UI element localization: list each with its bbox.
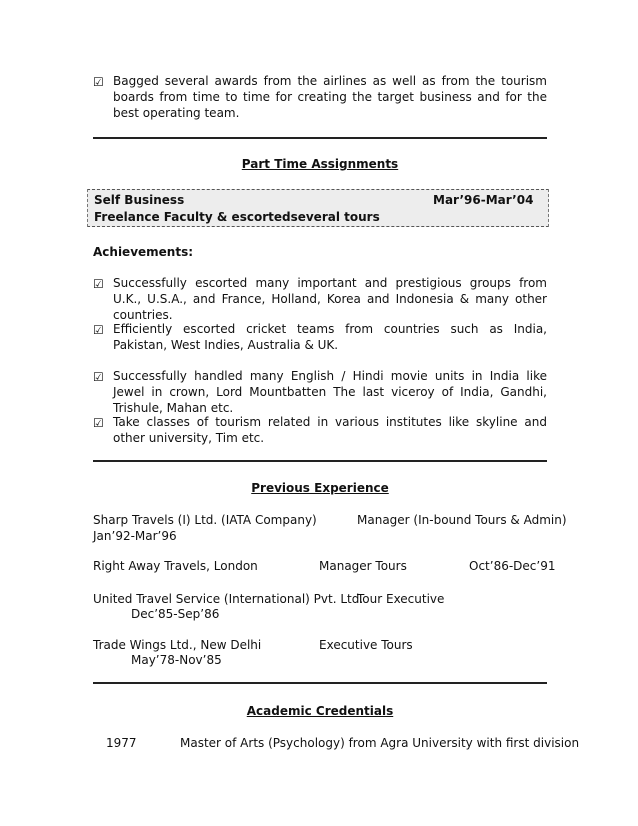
academic-year: 1977 bbox=[106, 736, 137, 750]
job-role: Tour Executive bbox=[357, 592, 445, 606]
intro-bullet bbox=[93, 73, 547, 121]
achievement-item bbox=[93, 368, 547, 416]
self-business-role-part-b: several tours bbox=[290, 210, 380, 224]
job-company: United Travel Service (International) Pvt. Ltd. bbox=[93, 592, 364, 606]
job-period: Oct’86-Dec’91 bbox=[469, 559, 556, 573]
section-divider bbox=[93, 137, 547, 139]
checkbox-checked-icon: ☑ bbox=[93, 323, 104, 337]
job-period: May’78-Nov’85 bbox=[131, 653, 222, 667]
achievement-item bbox=[93, 414, 547, 446]
job-period: Jan’92-Mar’96 bbox=[93, 529, 177, 543]
checkbox-checked-icon: ☑ bbox=[93, 370, 104, 384]
achievement-text: Successfully handled many English / Hindi movie units in India like Jewel in crown, Lord Mountbatten The last viceroy of India, Gandhi, Trishule, Mahan etc. bbox=[113, 369, 547, 415]
job-company: Sharp Travels (I) Ltd. (IATA Company) bbox=[93, 513, 317, 527]
part-time-heading: Part Time Assignments bbox=[241, 157, 399, 171]
previous-experience-heading: Previous Experience bbox=[251, 481, 389, 495]
achievements-label: Achievements: bbox=[93, 245, 194, 259]
intro-bullet-text: Bagged several awards from the airlines as well as from the tourism boards from time to time for creating the target business and for the best operating team. bbox=[113, 74, 547, 120]
checkbox-checked-icon: ☑ bbox=[93, 75, 104, 89]
achievement-text: Efficiently escorted cricket teams from countries such as India, Pakistan, West Indies, Australia & UK. bbox=[113, 322, 547, 352]
achievement-item bbox=[93, 321, 547, 353]
job-period: Dec’85-Sep’86 bbox=[131, 607, 220, 621]
checkbox-checked-icon: ☑ bbox=[93, 277, 104, 291]
self-business-company: Self Business bbox=[94, 193, 185, 207]
checkbox-checked-icon: ☑ bbox=[93, 416, 104, 430]
achievement-item bbox=[93, 275, 547, 323]
section-divider bbox=[93, 682, 547, 684]
self-business-role-part-a: Freelance Faculty & escorted bbox=[94, 210, 291, 224]
achievement-text: Take classes of tourism related in various institutes like skyline and other university, Tim etc. bbox=[113, 415, 547, 445]
job-company: Trade Wings Ltd., New Delhi bbox=[93, 638, 262, 652]
academic-heading: Academic Credentials bbox=[246, 704, 394, 718]
academic-degree: Master of Arts (Psychology) from Agra University with first division bbox=[180, 736, 580, 750]
section-divider bbox=[93, 460, 547, 462]
self-business-role bbox=[94, 210, 380, 224]
self-business-period: Mar’96-Mar’04 bbox=[433, 193, 534, 207]
job-company: Right Away Travels, London bbox=[93, 559, 258, 573]
job-role: Manager Tours bbox=[319, 559, 407, 573]
achievement-text: Successfully escorted many important and prestigious groups from U.K., U.S.A., and France, Holland, Korea and Indonesia & many other countries. bbox=[113, 276, 547, 322]
job-role: Manager (In-bound Tours & Admin) bbox=[357, 513, 567, 527]
self-business-box bbox=[87, 189, 549, 227]
job-role: Executive Tours bbox=[319, 638, 413, 652]
